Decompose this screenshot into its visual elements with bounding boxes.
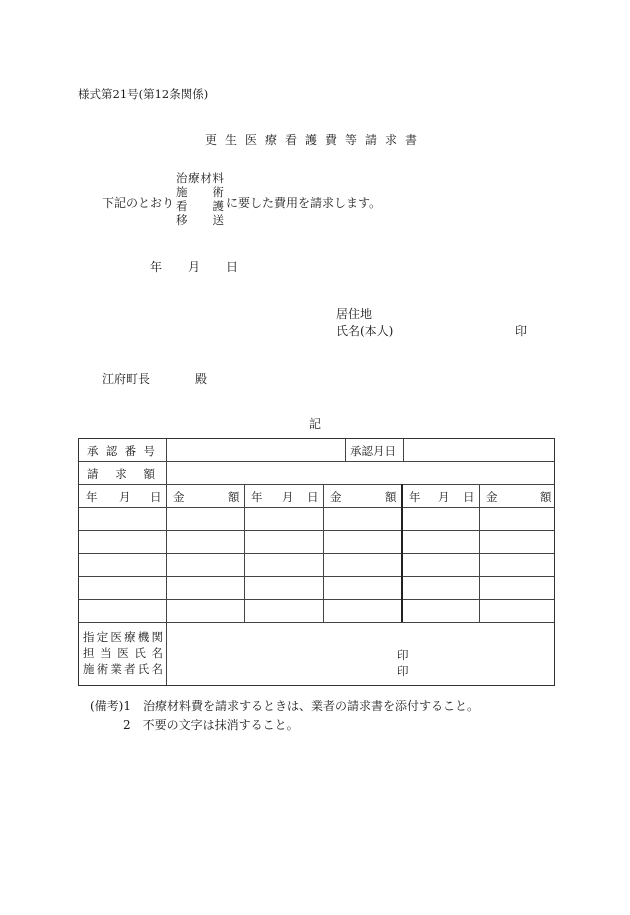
col-line bbox=[166, 484, 167, 622]
col-year-label: 年 bbox=[86, 490, 98, 504]
row-line bbox=[79, 530, 554, 531]
request-date bbox=[150, 258, 238, 275]
note-2: 2 不要の文字は抹消すること。 bbox=[123, 718, 299, 732]
approval-date-label: 承認月日 bbox=[350, 444, 396, 458]
col-amount-kin: 金 bbox=[173, 490, 185, 504]
col-month-label: 月 bbox=[119, 490, 131, 504]
practitioner-seal: 印 bbox=[397, 664, 409, 678]
col-amount-gaku: 額 bbox=[228, 490, 240, 504]
row-line bbox=[79, 507, 554, 508]
note-1: (備考)1 治療材料費を請求するときは、業者の請求書を添付すること。 bbox=[90, 699, 480, 713]
date-day-label: 日 bbox=[226, 260, 239, 274]
date-year-label: 年 bbox=[150, 260, 163, 274]
col-amount-kin: 金 bbox=[330, 490, 342, 504]
document-title: 更生医療看護費等請求書 bbox=[204, 133, 425, 147]
ki-heading: 記 bbox=[309, 417, 322, 431]
date-month-label: 月 bbox=[188, 260, 201, 274]
addressee-name: 江府町長 bbox=[102, 372, 151, 386]
col-day-label: 日 bbox=[150, 490, 162, 504]
row-line bbox=[79, 484, 554, 485]
col-line bbox=[403, 439, 404, 461]
purpose-text: に要した費用を請求します。 bbox=[226, 196, 382, 210]
row-line bbox=[79, 622, 554, 623]
col-line bbox=[345, 439, 346, 461]
row-line bbox=[79, 553, 554, 554]
practitioner-name-label: 施術業者氏名 bbox=[83, 662, 163, 676]
item-nursing: 看護 bbox=[176, 199, 224, 213]
col-line bbox=[166, 622, 167, 685]
col-line bbox=[244, 484, 245, 622]
doctor-name-label: 担当医氏名 bbox=[83, 646, 163, 660]
claim-table bbox=[78, 438, 555, 686]
row-line bbox=[79, 461, 554, 462]
form-number: 様式第21号(第12条関係) bbox=[78, 87, 209, 101]
col-year-label: 年 bbox=[251, 490, 263, 504]
lead-text: 下記のとおり bbox=[102, 196, 175, 210]
col-line-thick bbox=[401, 484, 403, 622]
addressee-honorific: 殿 bbox=[195, 372, 208, 386]
col-year-label: 年 bbox=[409, 490, 421, 504]
name-label: 氏名(本人) bbox=[336, 324, 394, 338]
col-line bbox=[479, 484, 480, 622]
address-label: 居住地 bbox=[336, 307, 373, 321]
col-day-label: 日 bbox=[463, 490, 475, 504]
col-line bbox=[166, 461, 167, 484]
approval-number-label: 承認番号 bbox=[87, 444, 155, 458]
col-month-label: 月 bbox=[282, 490, 294, 504]
applicant-seal: 印 bbox=[515, 324, 528, 338]
col-line bbox=[323, 484, 324, 622]
doctor-seal: 印 bbox=[397, 648, 409, 662]
designated-institution-label: 指定医療機関 bbox=[83, 630, 163, 644]
col-amount-gaku: 額 bbox=[385, 490, 397, 504]
col-amount-gaku: 額 bbox=[540, 490, 552, 504]
item-choices bbox=[176, 171, 224, 227]
col-amount-kin: 金 bbox=[486, 490, 498, 504]
item-transport: 移送 bbox=[176, 213, 224, 227]
col-day-label: 日 bbox=[307, 490, 319, 504]
item-treatment: 施術 bbox=[176, 185, 224, 199]
row-line bbox=[79, 599, 554, 600]
row-line bbox=[79, 576, 554, 577]
col-line bbox=[166, 439, 167, 461]
col-month-label: 月 bbox=[438, 490, 450, 504]
item-materials: 治療材料 bbox=[176, 171, 224, 185]
claim-amount-label: 請求額 bbox=[87, 467, 155, 481]
